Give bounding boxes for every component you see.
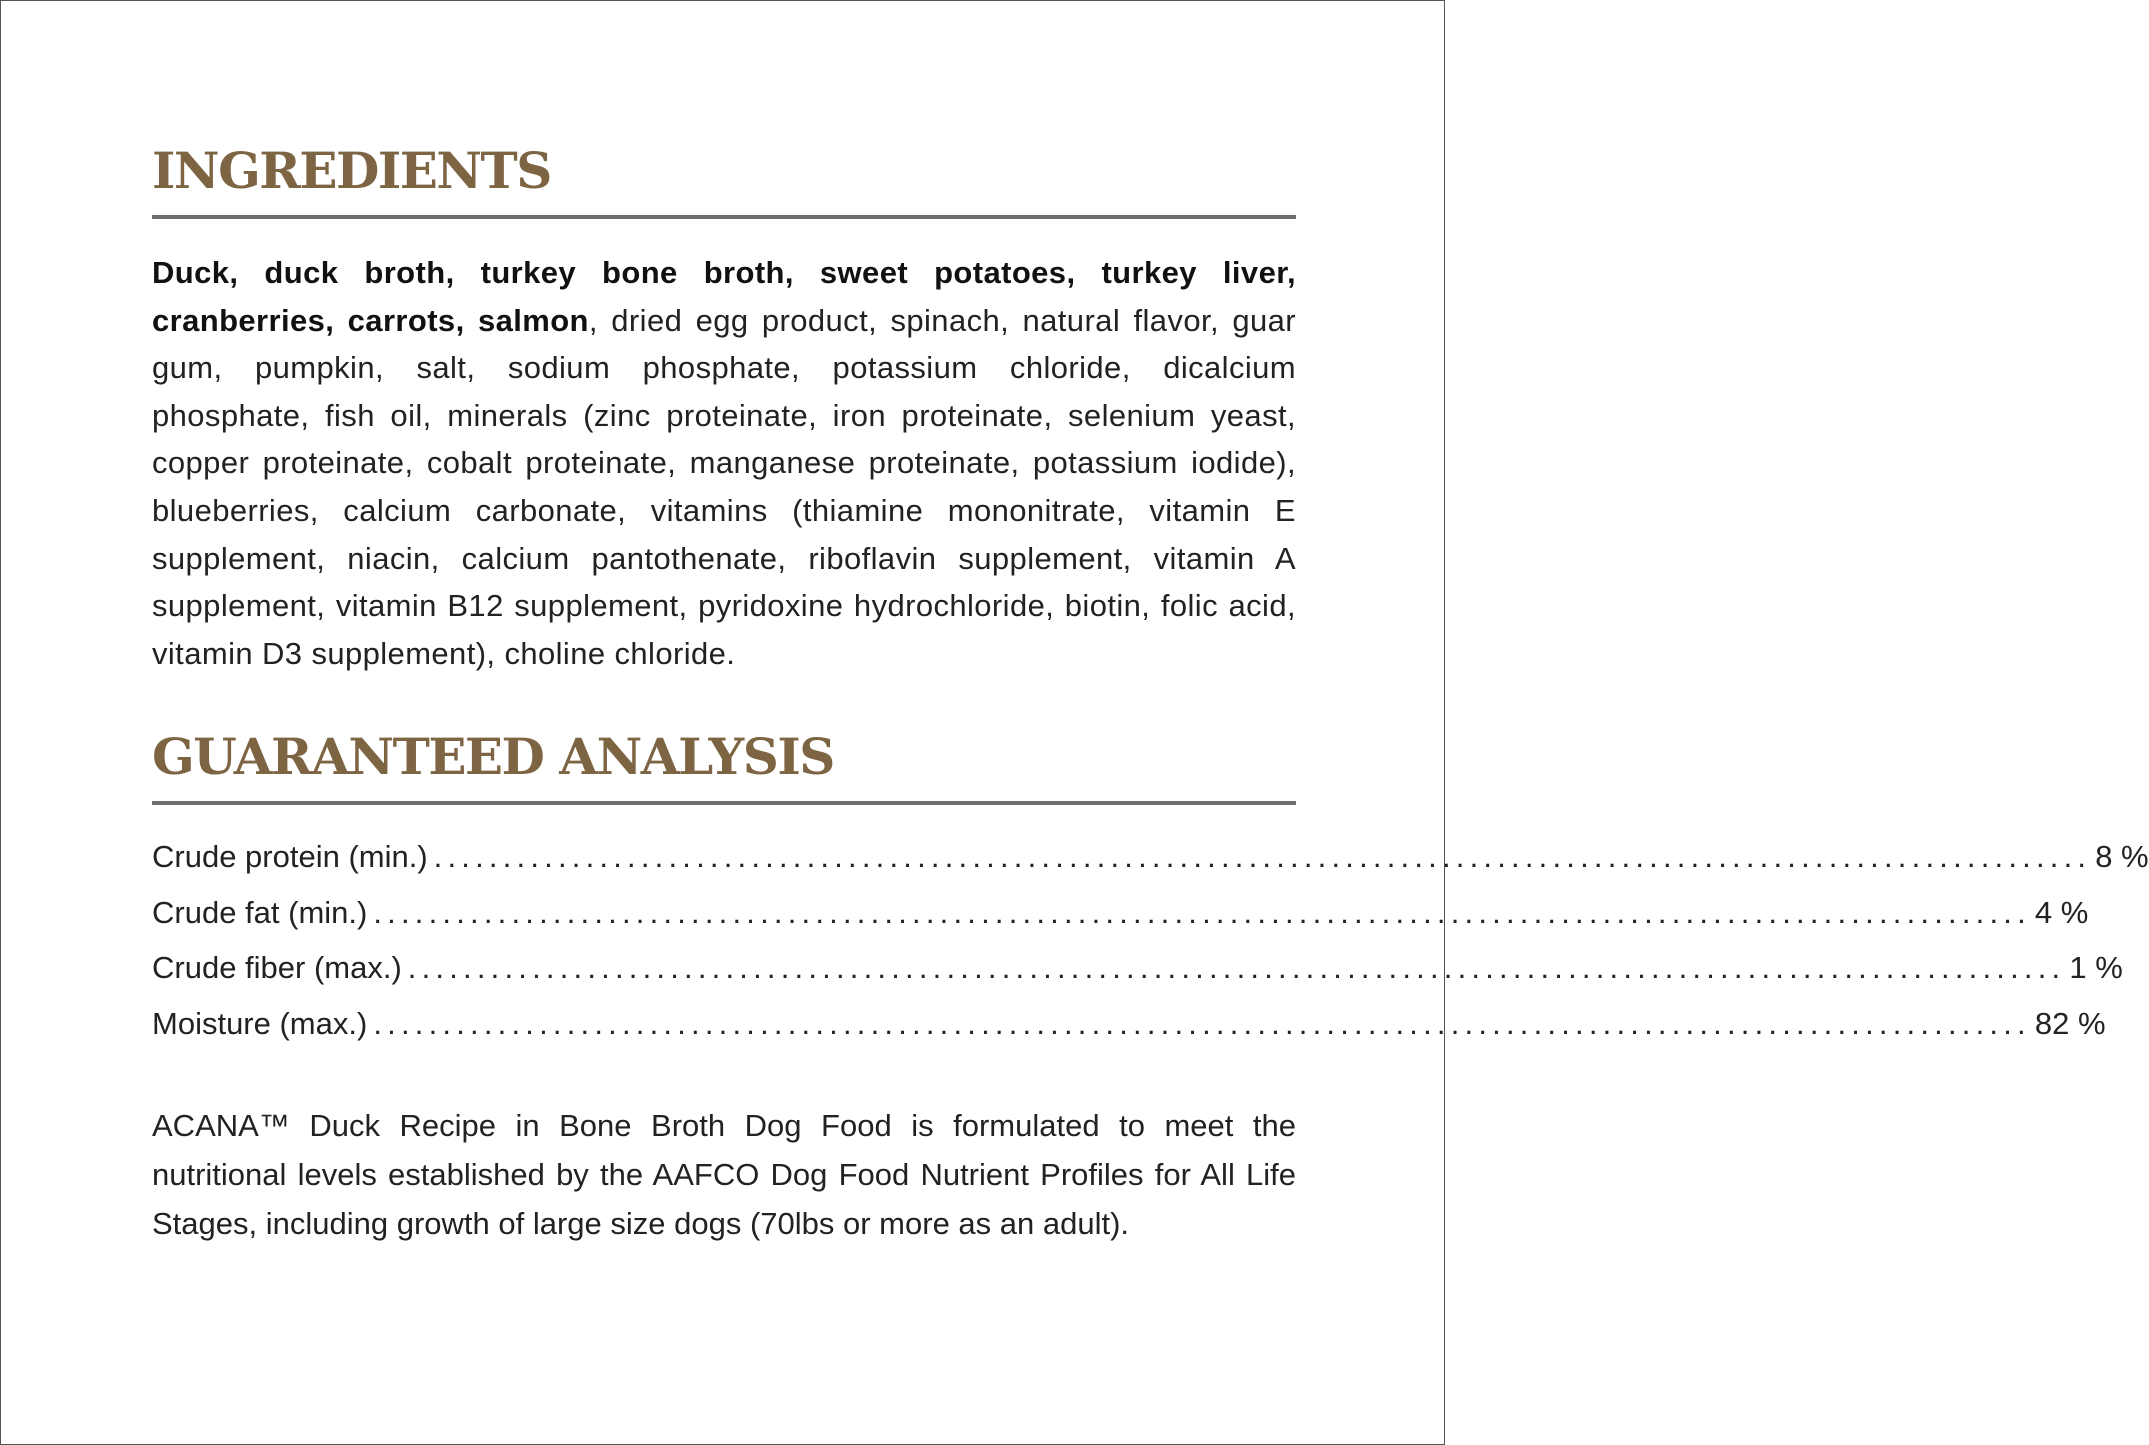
ingredients-list xyxy=(152,249,1296,677)
analysis-value: 1 % xyxy=(2069,950,2123,986)
analysis-row-fat xyxy=(152,885,2089,941)
guaranteed-analysis-section xyxy=(152,727,2149,1051)
analysis-divider xyxy=(152,801,1296,805)
analysis-label: Crude fat (min.) xyxy=(152,894,368,930)
dot-leader: ........................................................................................................................ xyxy=(373,1005,2031,1041)
ingredients-divider xyxy=(152,215,1296,219)
ingredients-primary: Duck, duck broth, turkey bone broth, sweet potatoes, turkey liver, cranberries, carrots, salmon xyxy=(152,255,1296,338)
label-content xyxy=(152,141,2149,1279)
analysis-label: Moisture (max.) xyxy=(152,1005,368,1041)
dot-leader: ........................................................................................................................ xyxy=(373,894,2031,930)
analysis-title: GUARANTEED ANALYSIS xyxy=(152,727,834,787)
analysis-value: 4 % xyxy=(2034,894,2089,930)
ingredients-section xyxy=(152,141,1296,677)
analysis-row-moisture xyxy=(152,996,2106,1052)
analysis-value: 8 % xyxy=(2095,839,2149,875)
ingredients-title: INGREDIENTS xyxy=(152,141,551,200)
dot-leader: ........................................................................................................................ xyxy=(433,839,2092,875)
analysis-row-protein xyxy=(152,829,2149,885)
dot-leader: ........................................................................................................................ xyxy=(407,950,2066,986)
analysis-label: Crude protein (min.) xyxy=(152,839,428,875)
analysis-value: 82 % xyxy=(2034,1005,2106,1041)
ingredients-secondary: , dried egg product, spinach, natural flavor, guar gum, pumpkin, salt, sodium phosphate, potassium chloride, dicalcium phosphate, fish oil, minerals (zinc proteinate, iron proteinate, selenium yeast, copper proteinate, cobalt proteinate, manganese proteinate, potassium iodide), blueberries, calcium carbonate, vitamins (thiamine mononitrate, vitamin E supplement, niacin, calcium pantothenate, riboflavin supplement, vitamin A supplement, vitamin B12 supplement, pyridoxine hydrochloride, biotin, folic acid, vitamin D3 supplement), choline chloride. xyxy=(152,302,1297,671)
aafco-statement: ACANA™ Duck Recipe in Bone Broth Dog Food is formulated to meet the nutritional levels established by the AAFCO Dog Food Nutrient Profiles for All Life Stages, including growth of large size dogs (70lbs or more as an adult). xyxy=(152,1108,1296,1242)
analysis-table xyxy=(152,829,2149,1051)
analysis-label: Crude fiber (max.) xyxy=(152,950,402,986)
analysis-row-fiber xyxy=(152,940,2123,996)
